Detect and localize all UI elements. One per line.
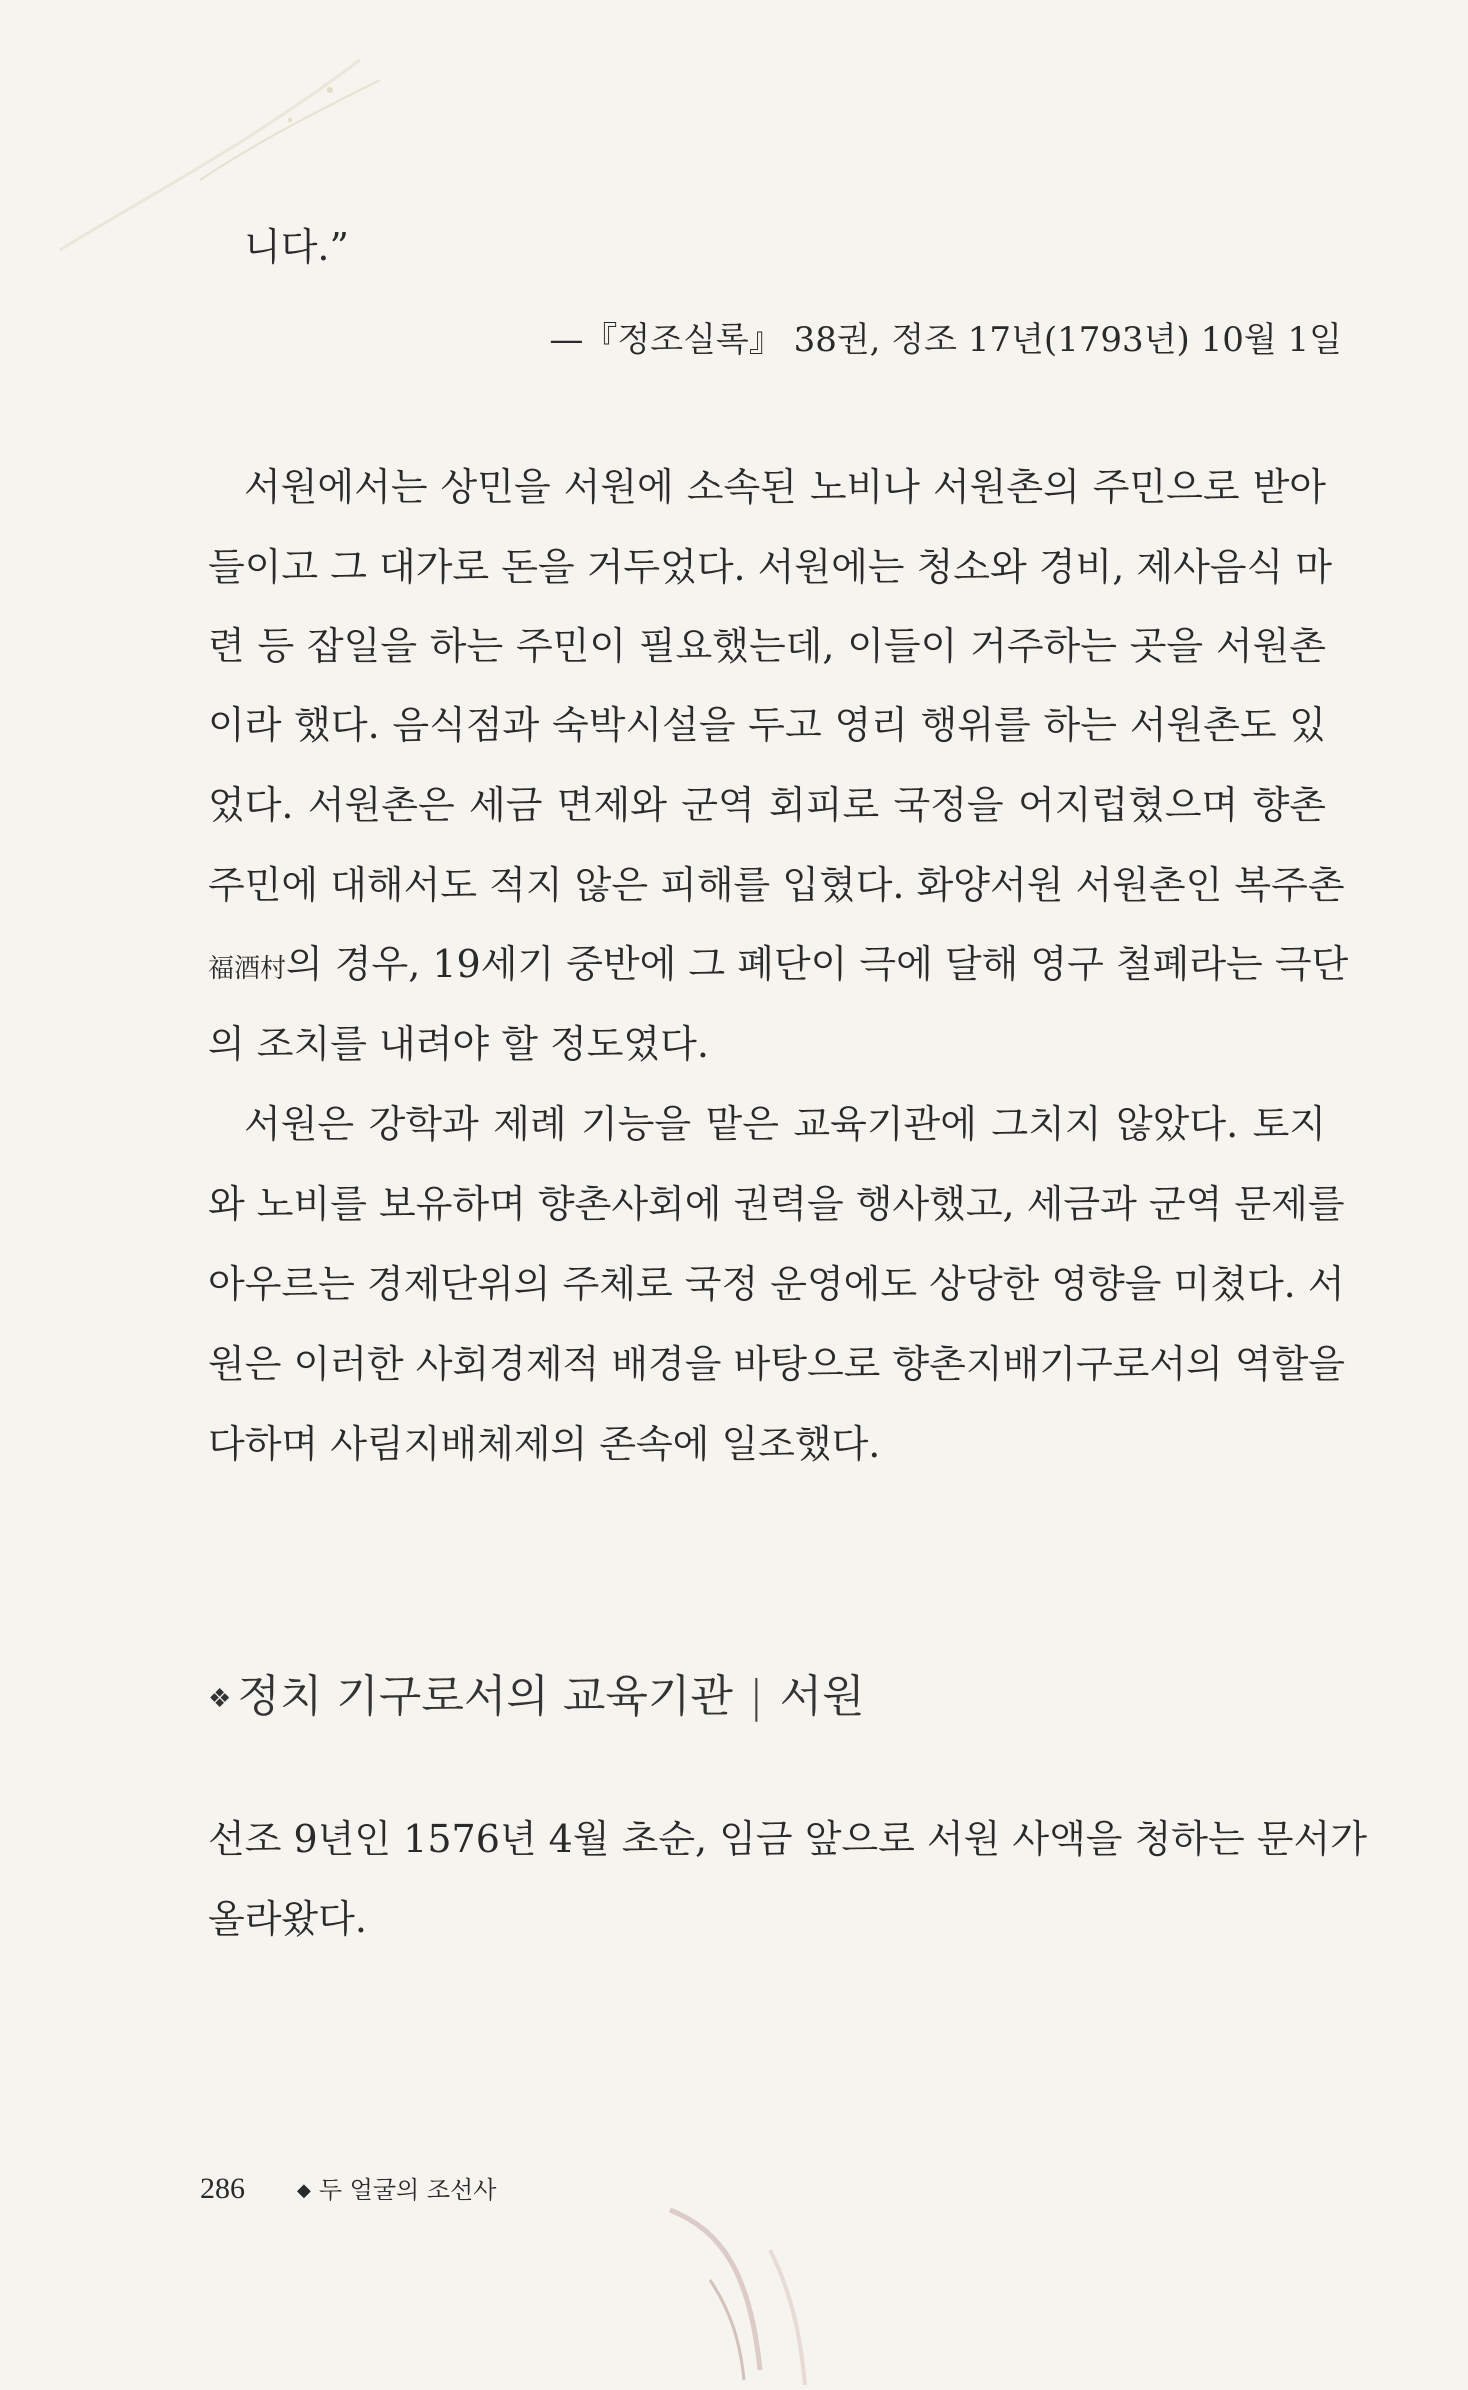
page-number: 286 bbox=[200, 2172, 245, 2205]
paper-stain-top bbox=[0, 0, 420, 320]
paragraph-3-line: 선조 9년인 1576년 4월 초순, 임금 앞으로 서원 사액을 청하는 문서가 bbox=[208, 1817, 1367, 1861]
running-title: 두 얼굴의 조선사 bbox=[318, 2176, 497, 2204]
paragraph-1-line: 서원에서는 상민을 서원에 소속된 노비나 서원촌의 주민으로 받아 bbox=[244, 465, 1326, 509]
paragraph-2-line: 아우르는 경제단위의 주체로 국정 운영에도 상당한 영향을 미쳤다. 서 bbox=[208, 1262, 1345, 1306]
heading-separator: | bbox=[748, 1671, 764, 1722]
paper-stain-bottom bbox=[640, 2190, 840, 2390]
paragraph-2-line: 서원은 강학과 제례 기능을 맡은 교육기관에 그치지 않았다. 토지 bbox=[244, 1102, 1326, 1146]
paragraph-1-line: 주민에 대해서도 적지 않은 피해를 입혔다. 화양서원 서원촌인 복주촌 bbox=[208, 863, 1345, 907]
paragraph-1-line: 이라 했다. 음식점과 숙박시설을 두고 영리 행위를 하는 서원촌도 있 bbox=[208, 703, 1326, 747]
heading-title: 정치 기구로서의 교육기관 bbox=[237, 1671, 733, 1722]
paragraph-2-line: 다하며 사림지배체제의 존속에 일조했다. bbox=[208, 1422, 881, 1466]
paragraph-1-line: 련 등 잡일을 하는 주민이 필요했는데, 이들이 거주하는 곳을 서원촌 bbox=[208, 624, 1326, 668]
heading-subject: 서원 bbox=[779, 1671, 865, 1722]
paragraph-1-line: 었다. 서원촌은 세금 면제와 군역 회피로 국정을 어지럽혔으며 향촌 bbox=[208, 783, 1326, 827]
paragraph-3-line: 올라왔다. bbox=[208, 1897, 367, 1941]
diamond-bullet-icon: ◆ bbox=[297, 2180, 311, 2201]
paragraph-1-line-text: 의 경우, 19세기 중반에 그 폐단이 극에 달해 영구 철폐라는 극단 bbox=[286, 942, 1349, 986]
paragraph-2-line: 와 노비를 보유하며 향촌사회에 권력을 행사했고, 세금과 군역 문제를 bbox=[208, 1182, 1345, 1226]
citation: —『정조실록』 38권, 정조 17년(1793년) 10월 1일 bbox=[549, 320, 1342, 360]
quote-ending: 니다.” bbox=[244, 225, 349, 269]
paragraph-1-line bbox=[208, 942, 1349, 986]
hanja-annotation: 福酒村 bbox=[208, 954, 287, 984]
paragraph-2-line: 원은 이러한 사회경제적 배경을 바탕으로 향촌지배기구로서의 역할을 bbox=[208, 1342, 1346, 1386]
paragraph-1-line: 들이고 그 대가로 돈을 거두었다. 서원에는 청소와 경비, 제사음식 마 bbox=[208, 545, 1332, 589]
diamond-bullet-icon: ❖ bbox=[208, 1684, 232, 1714]
section-heading bbox=[208, 1660, 865, 1724]
page-footer bbox=[200, 2170, 496, 2206]
paragraph-1-line: 의 조치를 내려야 할 정도였다. bbox=[208, 1022, 709, 1066]
